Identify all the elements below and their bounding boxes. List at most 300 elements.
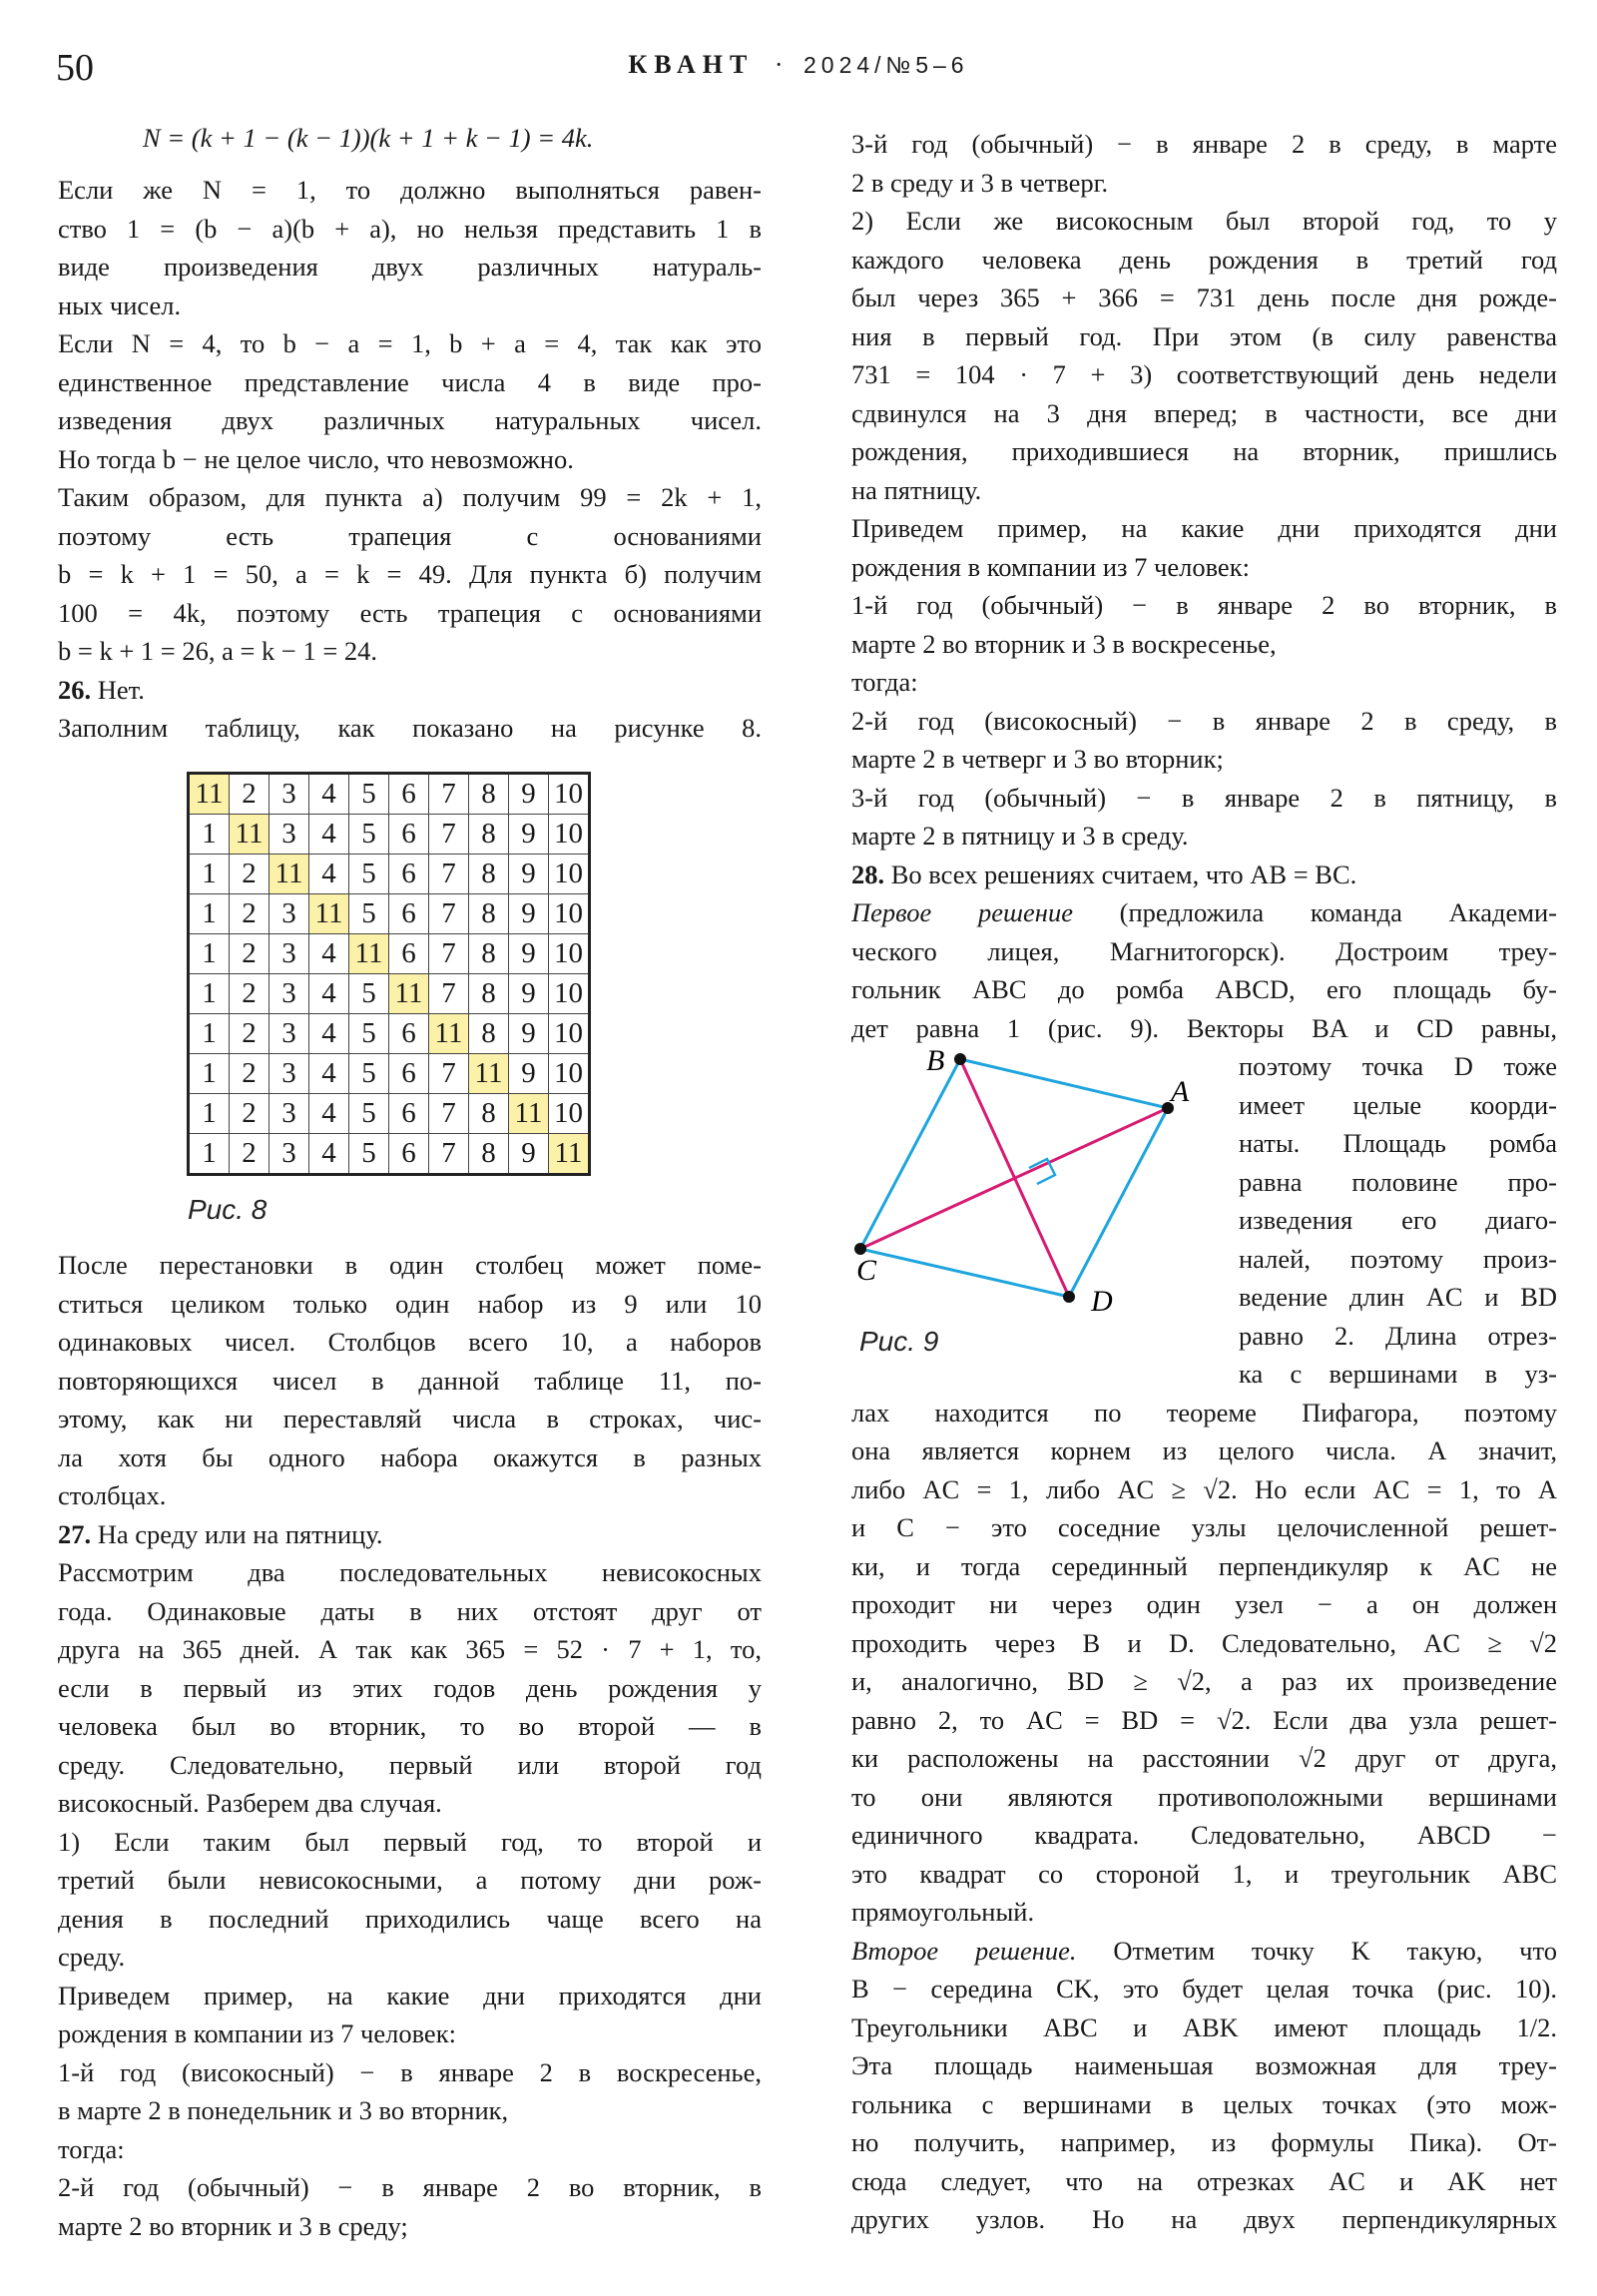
diagonal-bd	[960, 1059, 1069, 1297]
line-text: високосный. Разберем два случая.	[58, 1788, 442, 1818]
line-text: года. Одинаковые даты в них отстоят друг от	[58, 1595, 762, 1626]
line-text: Если N = 4, то b − a = 1, b + a = 4, так как это	[58, 328, 762, 358]
table-cell: 8	[469, 974, 509, 1014]
table-cell: 10	[549, 815, 590, 855]
line-text: ных чисел.	[58, 289, 182, 320]
text-line	[58, 287, 762, 325]
table-cell: 5	[349, 1094, 389, 1134]
text-line	[58, 709, 762, 748]
figure-9-caption: Рис. 9	[859, 1326, 939, 1357]
line-text: и C − это соседние узлы целочисленной решет-	[851, 1512, 1557, 1542]
table-cell: 9	[509, 855, 549, 894]
table-cell: 3	[269, 974, 309, 1014]
table-cell: 6	[389, 934, 429, 974]
text-line	[1239, 1047, 1557, 1086]
text-line	[58, 2053, 762, 2092]
text-line	[851, 740, 1557, 779]
table-cell: 2	[230, 1134, 269, 1175]
text-line	[851, 1855, 1557, 1894]
table-cell: 1	[189, 894, 230, 934]
table-cell: 1	[189, 1134, 230, 1175]
line-text: 2-й год (обычный) − в январе 2 во вторник, в	[58, 2172, 762, 2202]
text-line	[58, 517, 762, 556]
table-cell: 6	[389, 1014, 429, 1054]
text-line	[58, 1630, 762, 1669]
line-text: прямоугольный.	[851, 1897, 1035, 1927]
text-line	[58, 363, 762, 402]
table-cell: 1	[189, 855, 230, 894]
line-text: то они являются противоположными вершинами	[851, 1781, 1557, 1812]
text-line	[851, 1662, 1557, 1701]
text-line	[58, 2207, 762, 2246]
text-line	[58, 210, 762, 249]
line-text: Эта площадь наименьшая возможная для треу-	[851, 2050, 1557, 2080]
table-row	[189, 894, 590, 934]
table-cell: 11	[429, 1014, 469, 1054]
line-text: Во всех решениях считаем, что AB = BC.	[884, 859, 1357, 889]
text-line	[58, 1977, 762, 2015]
text-line	[58, 1592, 762, 1631]
text-line	[851, 471, 1557, 510]
table-cell: 8	[469, 894, 509, 934]
table-cell: 6	[389, 1054, 429, 1094]
text-line	[851, 779, 1557, 818]
table-cell: 9	[509, 1134, 549, 1175]
text-line	[851, 394, 1557, 433]
line-text: гольника с вершинами в целых точках (это мож-	[851, 2088, 1557, 2119]
table-cell: 3	[269, 1094, 309, 1134]
table-cell: 4	[309, 934, 349, 974]
line-text: ческого лицея, Магнитогорск). Достроим треу-	[851, 935, 1557, 966]
table-cell: 6	[389, 774, 429, 815]
line-text: имеет целые коорди-	[1239, 1089, 1557, 1120]
text-line	[58, 2130, 762, 2169]
table-cell: 4	[309, 855, 349, 894]
table-cell: 4	[309, 974, 349, 1014]
table-cell: 3	[269, 894, 309, 934]
label-a: A	[1171, 1075, 1190, 1108]
table-cell: 2	[230, 1014, 269, 1054]
text-line	[58, 1246, 762, 1285]
text-line	[58, 1400, 762, 1438]
text-line	[851, 1624, 1557, 1663]
table-cell: 5	[349, 1014, 389, 1054]
line-text: изведения его диаго-	[1239, 1205, 1557, 1235]
table-cell: 8	[469, 815, 509, 855]
text-line	[851, 970, 1557, 1009]
text-line	[58, 324, 762, 363]
table-cell: 11	[549, 1134, 590, 1175]
line-text: тогда:	[851, 667, 918, 697]
line-text: других узлов. Но на двух перпендикулярных	[851, 2204, 1557, 2234]
table-cell: 1	[189, 934, 230, 974]
text-line	[851, 279, 1557, 317]
table-cell: 1	[189, 1014, 230, 1054]
text-line	[851, 1394, 1557, 1433]
table-cell: 8	[469, 774, 509, 815]
text-line	[851, 432, 1557, 471]
line-text: 1-й год (високосный) − в январе 2 в воскресенье,	[58, 2056, 762, 2087]
text-line	[1239, 1201, 1557, 1240]
solution-heading: Первое решение	[851, 897, 1073, 927]
text-line	[851, 586, 1557, 625]
text-line	[851, 625, 1557, 664]
line-text: на пятницу.	[851, 474, 982, 505]
text-line	[851, 1932, 1557, 1971]
text-line	[58, 1669, 762, 1708]
table-cell: 8	[469, 1134, 509, 1175]
table-cell: 2	[230, 934, 269, 974]
text-line	[58, 671, 762, 710]
text-line	[851, 1970, 1557, 2009]
table-cell: 10	[549, 1094, 590, 1134]
table-cell: 6	[389, 1134, 429, 1175]
header-separator: ·	[774, 50, 784, 79]
text-line	[58, 440, 762, 479]
line-text: это квадрат со стороной 1, и треугольник ABC	[851, 1858, 1557, 1889]
text-line	[851, 1778, 1557, 1817]
line-text: Если же N = 1, то должно выполняться равен-	[58, 175, 762, 205]
line-text: друга на 365 дней. А так как 365 = 52 · 7 + 1, то,	[58, 1634, 762, 1664]
table-cell: 10	[549, 855, 590, 894]
line-text: Таким образом, для пункта а) получим 99 = 2k + 1,	[58, 482, 762, 512]
line-text: Отметим точку K такую, что	[1076, 1935, 1557, 1966]
line-text: 731 = 104 · 7 + 3) соответствующий день недели	[851, 359, 1557, 389]
line-text: B − середина CK, это будет целая точка (рис. 10).	[851, 1974, 1557, 2004]
side-cb	[860, 1059, 960, 1249]
line-text: каждого человека день рождения в третий год	[851, 244, 1557, 275]
text-line	[1239, 1278, 1557, 1317]
line-text: среду.	[58, 1942, 126, 1972]
table-cell: 9	[509, 815, 549, 855]
line-text: 100 = 4k, поэтому есть трапеция с основаниями	[58, 597, 762, 628]
table-cell: 3	[269, 934, 309, 974]
text-line	[143, 119, 846, 158]
table-cell: 3	[269, 774, 309, 815]
line-text: сюда следует, что на отрезках AC и AK нет	[851, 2165, 1557, 2196]
solution-heading: Второе решение.	[851, 1935, 1077, 1966]
line-text: единственное представление числа 4 в виде про-	[58, 366, 762, 397]
text-line	[1239, 1086, 1557, 1125]
line-text: марте 2 во вторник и 3 в среду;	[58, 2210, 408, 2241]
text-line	[58, 1707, 762, 1746]
table-cell: 6	[389, 855, 429, 894]
text-line	[851, 1816, 1557, 1855]
line-text: b = k + 1 = 50, a = k = 49. Для пункта б) получим	[58, 559, 762, 589]
table-cell: 5	[349, 974, 389, 1014]
text-line	[851, 355, 1557, 394]
table-cell: 3	[269, 1054, 309, 1094]
line-text: среду. Следовательно, первый или второй год	[58, 1749, 762, 1780]
text-line	[58, 1362, 762, 1401]
line-text: ки, и тогда серединный перпендикуляр к AC не	[851, 1550, 1557, 1581]
text-line	[851, 2123, 1557, 2162]
line-text: налей, поэтому произ-	[1239, 1243, 1557, 1274]
line-text: но получить, например, из формулы Пика). От-	[851, 2127, 1557, 2157]
table-cell: 8	[469, 1094, 509, 1134]
table-row	[189, 1094, 590, 1134]
text-line	[58, 1476, 762, 1515]
line-text: лах находится по теореме Пифагора, поэтому	[851, 1397, 1557, 1428]
text-line	[1239, 1355, 1557, 1394]
line-text: 2-й год (високосный) − в январе 2 в среду, в	[851, 705, 1557, 736]
text-line	[851, 1893, 1557, 1932]
table-cell: 1	[189, 815, 230, 855]
line-text: столбцах.	[58, 1480, 167, 1510]
text-line	[58, 1553, 762, 1592]
table-cell: 4	[309, 815, 349, 855]
text-line	[1239, 1163, 1557, 1202]
table-cell: 6	[389, 894, 429, 934]
line-text: 2 в среду и 3 в четверг.	[851, 167, 1109, 198]
line-text: Заполним таблицу, как показано на рисунке 8.	[58, 713, 762, 743]
text-line	[851, 548, 1557, 587]
text-line	[58, 1515, 762, 1554]
text-line	[58, 1938, 762, 1977]
line-text: если в первый из этих годов день рождения у	[58, 1672, 762, 1703]
table-cell: 6	[389, 1094, 429, 1134]
table-cell: 1	[189, 974, 230, 1014]
text-line	[851, 817, 1557, 856]
problem-number: 28.	[851, 859, 885, 889]
text-line	[851, 2200, 1557, 2239]
line-text: 1-й год (обычный) − в январе 2 во вторник, в	[851, 590, 1557, 620]
text-line	[58, 1746, 762, 1785]
table-cell: 6	[389, 815, 429, 855]
line-text: Нет.	[91, 674, 145, 705]
text-line	[851, 1508, 1557, 1547]
line-text: ство 1 = (b − a)(b + a), но нельзя представить 1 в	[58, 213, 762, 244]
table-cell: 11	[389, 974, 429, 1014]
table-cell: 7	[429, 1054, 469, 1094]
table-cell: 9	[509, 894, 549, 934]
text-line	[58, 1285, 762, 1324]
table-row	[189, 1134, 590, 1175]
line-text: поэтому есть трапеция с основаниями	[58, 520, 762, 551]
table-cell: 9	[509, 1014, 549, 1054]
line-text: рождения в компании из 7 человек:	[58, 2018, 456, 2048]
label-d: D	[1091, 1285, 1113, 1318]
line-text: дения в последний приходились чаще всего на	[58, 1903, 762, 1934]
text-line	[1239, 1240, 1557, 1279]
line-text: одинаковых чисел. Столбцов всего 10, а наборов	[58, 1327, 762, 1357]
table-cell: 5	[349, 1134, 389, 1175]
table-cell: 10	[549, 974, 590, 1014]
text-line	[851, 509, 1557, 548]
line-text: 1) Если таким был первый год, то второй и	[58, 1826, 762, 1857]
table-cell: 11	[230, 815, 269, 855]
table-cell: 4	[309, 774, 349, 815]
table-cell: 2	[230, 1094, 269, 1134]
line-text: поэтому точка D тоже	[1239, 1051, 1557, 1081]
line-text: единичного квадрата. Следовательно, ABCD −	[851, 1820, 1557, 1850]
text-line	[851, 856, 1557, 894]
table-cell: 5	[349, 894, 389, 934]
text-line	[851, 1547, 1557, 1586]
text-line	[58, 478, 762, 517]
line-text: Треугольники ABC и ABK имеют площадь 1/2.	[851, 2011, 1557, 2042]
table-cell: 2	[230, 974, 269, 1014]
table-cell: 7	[429, 974, 469, 1014]
line-text: либо AC = 1, либо AC ≥ √2. Но если AC = 1, то A	[851, 1473, 1557, 1504]
line-text: рождения, приходившиеся на вторник, пришлись	[851, 436, 1557, 466]
text-line	[58, 1784, 762, 1823]
line-text: Рассмотрим два последовательных невисокосных	[58, 1557, 762, 1587]
table-cell: 11	[269, 855, 309, 894]
table-cell: 3	[269, 1134, 309, 1175]
line-text: дет равна 1 (рис. 9). Векторы BA и CD равны,	[851, 1012, 1557, 1043]
line-text: изведения двух различных натуральных чисел.	[58, 405, 762, 435]
table-cell: 8	[469, 934, 509, 974]
line-text: ния в первый год. При этом (в силу равенства	[851, 320, 1557, 351]
text-line	[58, 594, 762, 633]
line-text: наты. Площадь ромба	[1239, 1128, 1557, 1158]
table-cell: 5	[349, 1054, 389, 1094]
problem-number: 26.	[58, 674, 92, 705]
text-line	[1239, 1124, 1557, 1163]
line-text: и, аналогично, BD ≥ √2, а раз их произведение	[851, 1666, 1557, 1696]
text-line	[851, 164, 1557, 203]
text-line	[851, 125, 1557, 164]
table-cell: 11	[509, 1094, 549, 1134]
line-text: равно 2. Длина отрез-	[1239, 1320, 1557, 1351]
table-cell: 10	[549, 934, 590, 974]
table-cell: 9	[509, 1054, 549, 1094]
table-row	[189, 855, 590, 894]
table-cell: 7	[429, 774, 469, 815]
line-text: сдвинулся на 3 дня вперед; в частности, все дни	[851, 397, 1557, 428]
text-line	[851, 702, 1557, 741]
line-text: 2) Если же високосным был второй год, то у	[851, 206, 1557, 236]
table-cell: 9	[509, 774, 549, 815]
table-cell: 2	[230, 1054, 269, 1094]
line-text: Приведем пример, на какие дни приходятся дни	[851, 513, 1557, 543]
table-cell: 8	[469, 855, 509, 894]
line-text: в марте 2 в понедельник и 3 во вторник,	[58, 2095, 509, 2125]
line-text: третий были невисокосными, а потому дни рож-	[58, 1865, 762, 1895]
table-cell: 1	[189, 1054, 230, 1094]
line-text: повторяющихся чисел в данной таблице 11, по-	[58, 1365, 762, 1396]
line-text: равно 2, то AC = BD = √2. Если два узла решет-	[851, 1704, 1557, 1735]
text-line	[851, 1701, 1557, 1740]
table-row	[189, 1014, 590, 1054]
line-text: Приведем пример, на какие дни приходятся дни	[58, 1980, 762, 2010]
side-ad	[1069, 1108, 1168, 1297]
line-text: марте 2 в пятницу и 3 в среду.	[851, 821, 1189, 851]
table-cell: 3	[269, 1014, 309, 1054]
label-c: C	[856, 1254, 877, 1287]
text-line	[58, 1823, 762, 1862]
table-cell: 8	[469, 1014, 509, 1054]
table-cell: 10	[549, 774, 590, 815]
table-cell: 11	[349, 934, 389, 974]
line-text: На среду или на пятницу.	[91, 1518, 383, 1549]
table-cell: 10	[549, 1054, 590, 1094]
table-row	[189, 974, 590, 1014]
line-text: b = k + 1 = 26, a = k − 1 = 24.	[58, 636, 378, 666]
table-cell: 9	[509, 974, 549, 1014]
line-text: проходить через B и D. Следовательно, AC ≥ √2	[851, 1627, 1557, 1658]
text-line	[58, 401, 762, 440]
side-ba	[960, 1059, 1168, 1108]
table-cell: 2	[230, 894, 269, 934]
text-line	[58, 2014, 762, 2053]
table-cell: 7	[429, 855, 469, 894]
line-text: марте 2 во вторник и 3 в воскресенье,	[851, 628, 1277, 659]
figure-8-caption: Рис. 8	[188, 1194, 267, 1225]
table-cell: 2	[230, 774, 269, 815]
text-line	[851, 893, 1557, 932]
text-line	[851, 1585, 1557, 1624]
table-cell: 11	[469, 1054, 509, 1094]
table-cell: 5	[349, 855, 389, 894]
line-text: После перестановки в один столбец может поме-	[58, 1250, 762, 1280]
text-line	[58, 555, 762, 594]
table-cell: 9	[509, 934, 549, 974]
label-b: B	[926, 1044, 945, 1077]
text-line	[58, 2168, 762, 2207]
figure-8-table	[187, 772, 591, 1176]
text-line	[58, 248, 762, 287]
text-line	[851, 317, 1557, 356]
table-cell: 7	[429, 1134, 469, 1175]
table-row	[189, 934, 590, 974]
figure-9-rhombus	[851, 1028, 1251, 1328]
text-line	[851, 663, 1557, 702]
text-line	[851, 1739, 1557, 1778]
side-dc	[860, 1249, 1069, 1297]
table-cell: 10	[549, 1014, 590, 1054]
line-text: проходит ни через один узел − а он должен	[851, 1589, 1557, 1619]
line-text: 3-й год (обычный) − в январе 2 в среду, в марте	[851, 129, 1557, 159]
line-text: ки расположены на расстоянии √2 друг от друга,	[851, 1743, 1557, 1773]
line-text: 3-й год (обычный) − в январе 2 в пятницу, в	[851, 782, 1557, 813]
table-cell: 5	[349, 774, 389, 815]
line-text: этому, как ни переставляй числа в строках, чис-	[58, 1404, 762, 1434]
text-line	[851, 1432, 1557, 1470]
text-line	[1239, 1317, 1557, 1356]
text-line	[851, 2085, 1557, 2124]
text-line	[58, 171, 762, 210]
line-text: гольник ABC до ромба ABCD, его площадь бу-	[851, 974, 1557, 1004]
text-line	[851, 2009, 1557, 2047]
line-text: ла хотя бы одного набора окажутся в разных	[58, 1441, 762, 1472]
table-cell: 10	[549, 894, 590, 934]
page-number: 50	[56, 47, 94, 89]
text-line	[58, 1900, 762, 1939]
table-row	[189, 1054, 590, 1094]
line-text: человека был во вторник, то во второй — в	[58, 1711, 762, 1741]
line-text: виде произведения двух различных натураль-	[58, 252, 762, 282]
table-cell: 2	[230, 855, 269, 894]
text-line	[58, 1861, 762, 1900]
line-text: (предложила команда Академи-	[1072, 897, 1557, 927]
line-text: она является корнем из целого числа. А значит,	[851, 1435, 1557, 1465]
running-title	[0, 50, 1597, 80]
line-text: был через 365 + 366 = 731 день после дня рожде-	[851, 283, 1557, 312]
table-cell: 7	[429, 815, 469, 855]
table-cell: 7	[429, 894, 469, 934]
table-cell: 3	[269, 815, 309, 855]
vertex-d	[1063, 1291, 1075, 1303]
table-cell: 7	[429, 1094, 469, 1134]
line-text: марте 2 в четверг и 3 во вторник;	[851, 744, 1224, 774]
table-cell: 4	[309, 1094, 349, 1134]
table-cell: 7	[429, 934, 469, 974]
line-text: ведение длин AC и BD	[1239, 1282, 1557, 1312]
text-line	[851, 1470, 1557, 1509]
text-line	[851, 2046, 1557, 2085]
